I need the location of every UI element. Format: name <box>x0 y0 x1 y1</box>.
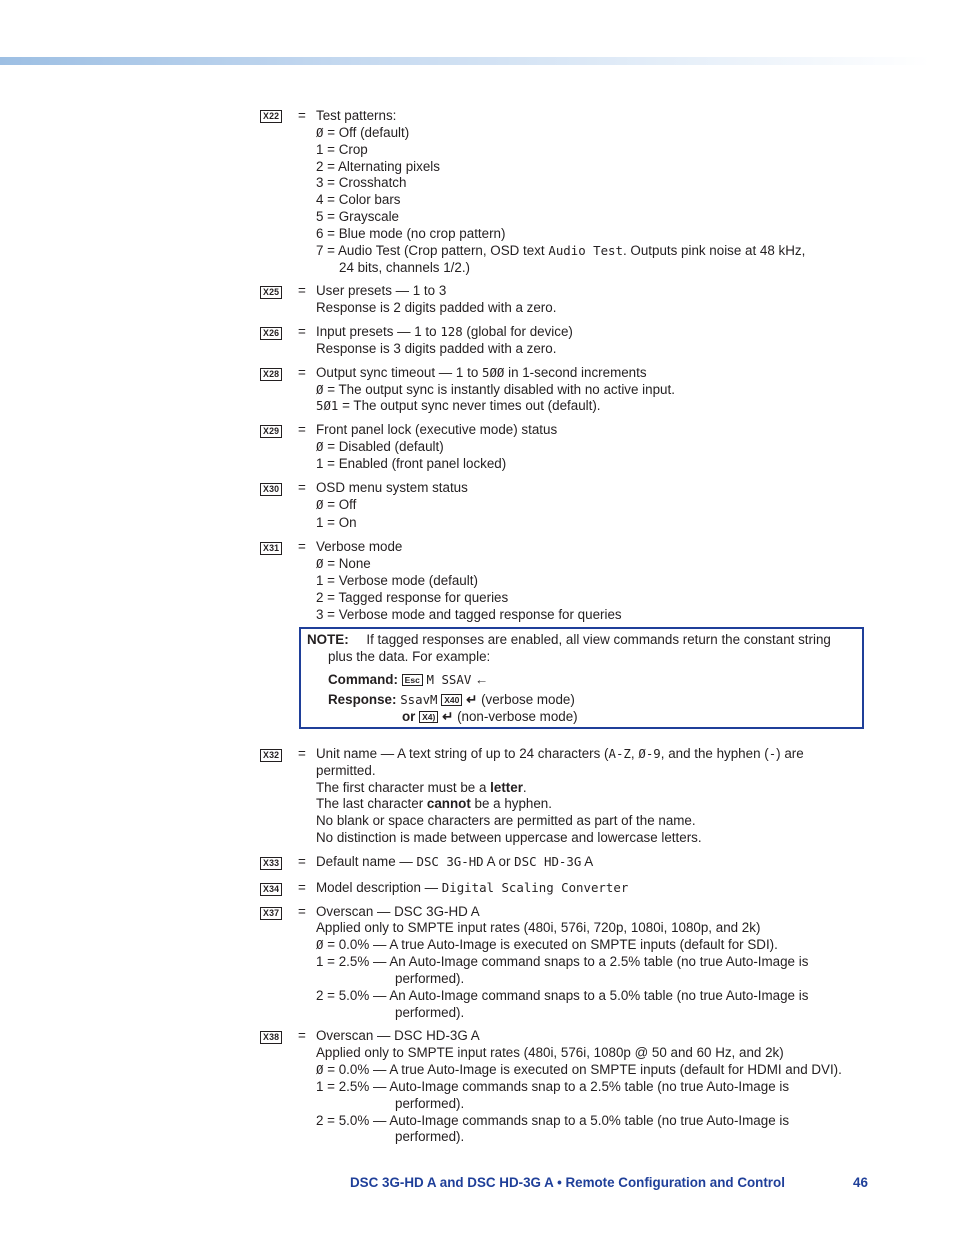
x22-item-7-continued: 24 bits, channels 1/2.) <box>339 260 471 275</box>
variable-tag-x22: X22 <box>260 110 282 123</box>
x31-item-2: 2 = Tagged response for queries <box>316 590 509 605</box>
esc-key-icon: Esc <box>402 674 423 686</box>
variable-tag-x28: X28 <box>260 368 282 381</box>
note-text-2: plus the data. For example: <box>328 649 491 664</box>
x22-item-3: 3 = Crosshatch <box>316 175 407 190</box>
x32-line-3: The first character must be a letter. <box>316 780 527 795</box>
equals-sign: = <box>298 880 306 895</box>
response-label: Response: <box>328 692 397 707</box>
equals-sign: = <box>298 746 306 761</box>
equals-sign: = <box>298 324 306 339</box>
or-label: or <box>402 709 416 724</box>
note-or-line <box>402 709 578 725</box>
footer-title: DSC 3G-HD A and DSC HD-3G A • Remote Configuration and Control <box>350 1175 785 1190</box>
x26-response: Response is 3 digits padded with a zero. <box>316 341 557 356</box>
x28-item-0: Ø = The output sync is instantly disabled with no active input. <box>316 382 675 397</box>
response-variable-x40: X40 <box>441 694 462 706</box>
note-label: NOTE: <box>307 632 349 647</box>
x29-item-0: Ø = Disabled (default) <box>316 439 444 454</box>
x37-item-2: 2 = 5.0% — An Auto-Image command snaps to a 5.0% table (no true Auto-Image is <box>316 988 809 1003</box>
x25-response: Response is 2 digits padded with a zero. <box>316 300 557 315</box>
x29-title: Front panel lock (executive mode) status <box>316 422 558 437</box>
x28-range: Output sync timeout — 1 to 5ØØ in 1-second increments <box>316 365 647 380</box>
response-note: (verbose mode) <box>477 692 575 707</box>
x37-item-1: 1 = 2.5% — An Auto-Image command snaps to a 2.5% table (no true Auto-Image is <box>316 954 809 969</box>
x38-title: Overscan — DSC HD-3G A <box>316 1028 480 1043</box>
equals-sign: = <box>298 422 306 437</box>
x38-item-1-continued: performed). <box>395 1096 465 1111</box>
x31-item-0: Ø = None <box>316 556 371 571</box>
variable-tag-x25: X25 <box>260 286 282 299</box>
x37-applied: Applied only to SMPTE input rates (480i, 576i, 720p, 1080i, 1080p, and 2k) <box>316 920 761 935</box>
x38-item-2: 2 = 5.0% — Auto-Image commands snap to a 5.0% table (no true Auto-Image is <box>316 1113 790 1128</box>
x38-item-0: Ø = 0.0% — A true Auto-Image is executed on SMPTE inputs (default for HDMI and DVI). <box>316 1062 842 1077</box>
x22-title: Test patterns: <box>316 108 397 123</box>
x30-item-1: 1 = On <box>316 515 357 530</box>
x38-item-1: 1 = 2.5% — Auto-Image commands snap to a 2.5% table (no true Auto-Image is <box>316 1079 790 1094</box>
note-box <box>299 627 864 729</box>
variable-tag-x37: X37 <box>260 907 282 920</box>
page-number: 46 <box>853 1175 868 1190</box>
response-code: SsavM <box>400 692 438 707</box>
x29-item-1: 1 = Enabled (front panel locked) <box>316 456 507 471</box>
equals-sign: = <box>298 283 306 298</box>
x32-line-5: No blank or space characters are permitted as part of the name. <box>316 813 696 828</box>
x37-item-1-continued: performed). <box>395 971 465 986</box>
left-arrow-icon: ← <box>475 672 489 687</box>
x22-item-5: 5 = Grayscale <box>316 209 399 224</box>
note-command-line <box>328 672 488 687</box>
note-line-1 <box>307 632 831 647</box>
x38-applied: Applied only to SMPTE input rates (480i, 576i, 1080p @ 50 and 60 Hz, and 2k) <box>316 1045 784 1060</box>
header-gradient-bar <box>0 57 930 65</box>
or-variable-x4: X4) <box>419 711 438 723</box>
x31-item-3: 3 = Verbose mode and tagged response for queries <box>316 607 622 622</box>
x32-line-1: Unit name — A text string of up to 24 characters (A-Z, Ø-9, and the hyphen (-) are <box>316 746 804 761</box>
x37-item-0: Ø = 0.0% — A true Auto-Image is executed on SMPTE inputs (default for SDI). <box>316 937 778 952</box>
x28-item-1: 5Ø1 = The output sync never times out (default). <box>316 398 601 413</box>
equals-sign: = <box>298 904 306 919</box>
variable-tag-x33: X33 <box>260 857 282 870</box>
x22-item-4: 4 = Color bars <box>316 192 401 207</box>
x38-item-2-continued: performed). <box>395 1129 465 1144</box>
variable-tag-x29: X29 <box>260 425 282 438</box>
equals-sign: = <box>298 365 306 380</box>
variable-tag-x38: X38 <box>260 1031 282 1044</box>
x22-item-1: 1 = Crop <box>316 142 368 157</box>
x31-title: Verbose mode <box>316 539 403 554</box>
enter-icon: ↵ <box>442 709 454 724</box>
x37-item-2-continued: performed). <box>395 1005 465 1020</box>
variable-tag-x34: X34 <box>260 883 282 896</box>
equals-sign: = <box>298 854 306 869</box>
command-label: Command: <box>328 672 398 687</box>
variable-tag-x30: X30 <box>260 483 282 496</box>
x22-item-6: 6 = Blue mode (no crop pattern) <box>316 226 506 241</box>
x30-title: OSD menu system status <box>316 480 468 495</box>
x32-line-4: The last character cannot be a hyphen. <box>316 796 552 811</box>
x37-title: Overscan — DSC 3G-HD A <box>316 904 480 919</box>
x22-item-0: Ø = Off (default) <box>316 125 410 140</box>
x32-line-6: No distinction is made between uppercase and lowercase letters. <box>316 830 702 845</box>
x22-item-7: 7 = Audio Test (Crop pattern, OSD text Audio Test. Outputs pink noise at 48 kHz, <box>316 243 806 258</box>
x33-default-name: Default name — DSC 3G-HD A or DSC HD-3G A <box>316 854 594 869</box>
equals-sign: = <box>298 108 306 123</box>
variable-tag-x26: X26 <box>260 327 282 340</box>
equals-sign: = <box>298 480 306 495</box>
variable-tag-x32: X32 <box>260 749 282 762</box>
note-response-line <box>328 692 575 708</box>
equals-sign: = <box>298 539 306 554</box>
x25-range: User presets — 1 to 3 <box>316 283 447 298</box>
x26-range: Input presets — 1 to 128 (global for device) <box>316 324 573 339</box>
variable-tag-x31: X31 <box>260 542 282 555</box>
enter-icon: ↵ <box>466 692 478 707</box>
command-code: M SSAV <box>426 672 472 687</box>
x32-line-2: permitted. <box>316 763 376 778</box>
x31-item-1: 1 = Verbose mode (default) <box>316 573 478 588</box>
note-text-1: If tagged responses are enabled, all view commands return the constant string <box>366 632 831 647</box>
equals-sign: = <box>298 1028 306 1043</box>
x34-model-description: Model description — Digital Scaling Converter <box>316 880 629 895</box>
or-note: (non-verbose mode) <box>453 709 578 724</box>
x22-item-2: 2 = Alternating pixels <box>316 159 440 174</box>
x30-item-0: Ø = Off <box>316 497 357 512</box>
